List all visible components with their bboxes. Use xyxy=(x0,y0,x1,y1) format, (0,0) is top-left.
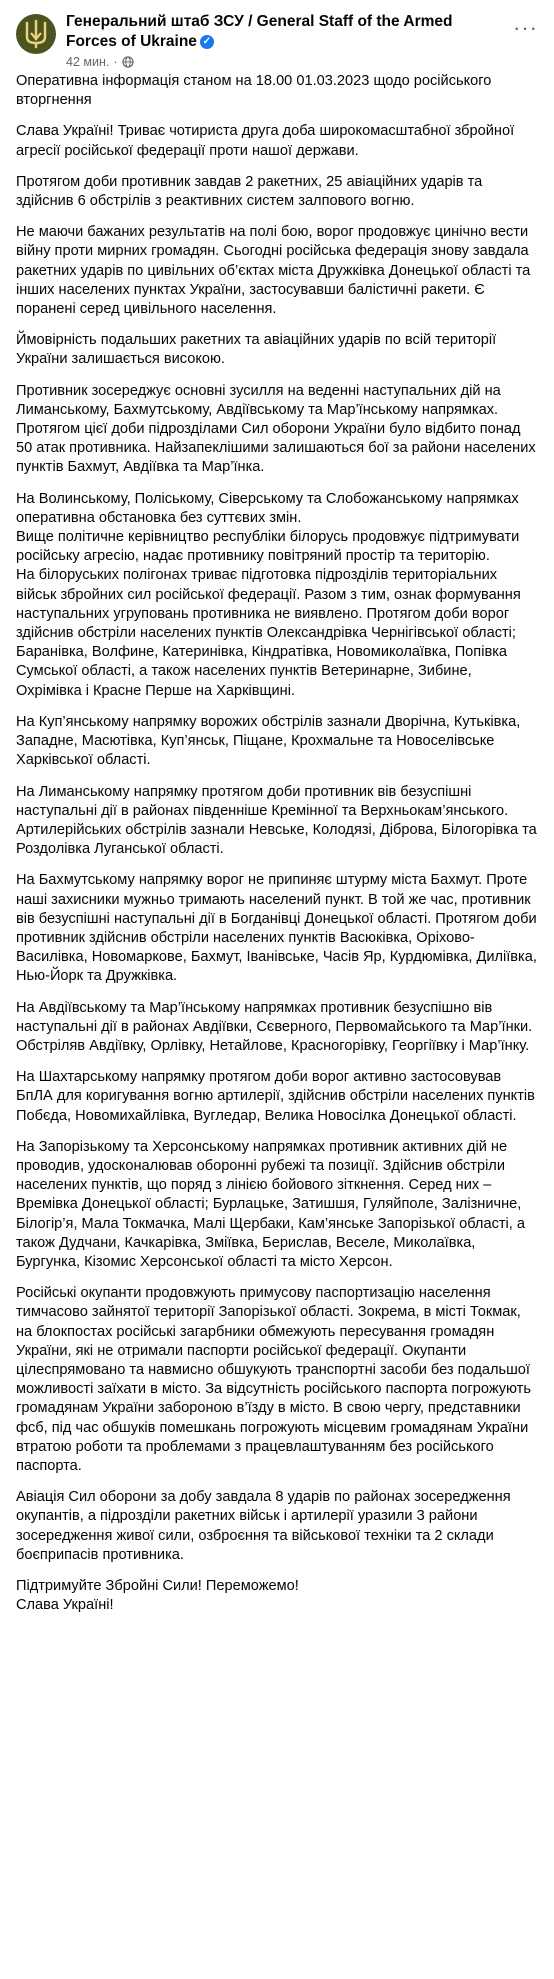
post-paragraph: На Авдіївському та Мар’їнському напрямках противник безуспішно вів наступальні дії в районах Авдіївки, Сєверного, Первомайського та Мар’їнки. Обстріляв Авдіївку, Орлівку, Нетайлове, Красногорівку, Георгіївку і Мар’їнку. xyxy=(16,999,533,1054)
avatar[interactable] xyxy=(16,14,56,54)
globe-icon xyxy=(122,56,134,68)
timestamp[interactable]: 42 мин. xyxy=(66,55,110,69)
author-line xyxy=(66,12,498,52)
post-paragraph: На Запорізькому та Херсонському напрямках противник активних дій не проводив, удосконалював оборонні рубежі та позиції. Здійснив обстріли населених пунктів, що поряд з лінією бойового зіткнення. Серед них – Времівка Донецької області; Бурлацьке, Затишшя, Гуляйполе, Залізничне, Білогір’я, Мала Токмачка, Малі Щербаки, Кам’янське Запорізької області, а також Дудчани, Качкарівка, Змiївка, Берислав, Веселе, Миколаївка, Бургунка, Кізомис Херсонської області та місто Херсон. xyxy=(16,1138,526,1270)
post-paragraph: На Лиманському напрямку протягом доби противник вів безуспішні наступальні дії в районах південніше Кремінної та Верхньокам’янського. Артилерійських обстрілів зазнали Невське, Колодязі, Діброва, Білогорівка та Роздолівка Луганської області. xyxy=(16,783,537,858)
post-paragraph: На Шахтарському напрямку протягом доби ворог активно застосовував БпЛА для коригування вогню артилерії, здійснив обстріли населених пунктів Побєда, Новомихайлівка, Вугледар, Велика Новосілка Донецької області. xyxy=(16,1069,535,1124)
post-paragraph: На Бахмутському напрямку ворог не припиняє штурму міста Бахмут. Проте наші захисники мужньо тримають населений пункт. В той же час, противник вів безуспішні наступальні дії в Богданівці Донецької області. Протягом доби противник здійснив обстріли населених пунктів Васюківка, Оріхово-Василівка, Новомаркове, Бахмут, Іванівське, Часів Яр, Курдюмівка, Диліївка, Нью-Йорк та Дружківка. xyxy=(16,872,537,985)
post-paragraph: Російські окупанти продовжують примусову паспортизацію населення тимчасово зайнятої території Запорізької області. Зокрема, в місті Токмак, на блокпостах російські загарбники обмежують пересування громадян України, які не отримали паспорти російської федерації. Окупанти цілеспрямовано та навмисно обшукують транспортні засоби без подальшої можливості заїхати в місто. За відсутність російського паспорта погрожують громадянам України забороною в’їзду в місто. В свою чергу, представники фсб, під час обшуків помешкань погрожують місцевим громадянам України втратою роботи та проблемами з працевлаштуванням без російського паспорта. xyxy=(16,1285,531,1474)
post-paragraph: Авіація Сил оборони за добу завдала 8 ударів по районах зосередження окупантів, а підрозділи ракетних військ і артилерії уразили 3 райони зосередження живої сили, озброєння та військової техніки та 2 склади боєприпасів противника. xyxy=(16,1489,511,1563)
post-paragraph: На Куп’янському напрямку ворожих обстрілів зазнали Дворічна, Кутьківка, Западне, Масютівка, Куп’янськ, Піщане, Крохмальне та Новоселівське Харківської області. xyxy=(16,713,521,769)
trident-icon xyxy=(23,19,49,49)
post-body xyxy=(16,72,538,1615)
post-paragraph: На Волинському, Поліському, Сіверському та Слобожанському напрямках оперативна обстановка без суттєвих змін. Вище політичне керівництво республіки білорусь продовжує підтримувати російську агресію, надає противнику повітряний простір та територію. На білоруських полігонах триває підготовка підрозділів територіальних військ збройних сил російської федерації. Разом з тим, ознак формування наступальних угруповань противника не виявлено. Протягом доби ворог здійснив обстріли населених пунктів Олександрівка Чернігівської області; Баранівка, Волфине, Катеринівка, Кіндратівка, Новомиколаївка, Попівка Сумської області, а також населених пунктів Ветеринарне, Зибине, Охрімівка і Красне Перше на Харківщині. xyxy=(16,490,521,699)
post-paragraph: Оперативна інформація станом на 18.00 01.03.2023 щодо російського вторгнення xyxy=(16,73,492,109)
more-options-button[interactable]: ··· xyxy=(513,15,538,40)
post-paragraph: Ймовірність подальших ракетних та авіаційних ударів по всій території України залишається високою. xyxy=(16,332,497,368)
post-paragraph: Підтримуйте Збройні Сили! Переможемо! Слава Україні! xyxy=(16,1578,299,1614)
post-meta: 42 мин. · xyxy=(66,55,498,69)
post-paragraph: Слава Україні! Триває чотириста друга доба широкомасштабної збройної агресії російської федерації проти нашої держави. xyxy=(16,123,515,159)
header-info xyxy=(66,12,538,69)
post-header xyxy=(16,12,538,72)
post-paragraph: Противник зосереджує основні зусилля на веденні наступальних дій на Лиманському, Бахмутському, Авдіївському та Мар’їнському напрямках. Протягом цієї доби підрозділами Сил оборони України було відбито понад 50 атак противника. Найзапеклішими залишаються бої за райони населених пунктів Бахмут, Авдіївка та Мар’їнка. xyxy=(16,382,536,476)
post-paragraph: Протягом доби противник завдав 2 ракетних, 25 авіаційних ударів та здійснив 6 обстрілів з реактивних систем залпового вогню. xyxy=(16,173,483,210)
verified-badge-icon: ✓ xyxy=(200,35,214,49)
post-paragraph: Не маючи бажаних результатів на полі бою, ворог продовжує цинічно вести війну проти мирних громадян. Сьогодні російська федерація знову завдала ракетних ударів по цивільних об’єктах міста Дружківка Донецької області та інших населених пунктах України, застосувавши балістичні ракети. Є поранені серед цивільного населення. xyxy=(16,224,531,318)
author-name[interactable]: Генеральний штаб ЗСУ / General Staff of the Armed Forces of Ukraine xyxy=(66,13,453,50)
